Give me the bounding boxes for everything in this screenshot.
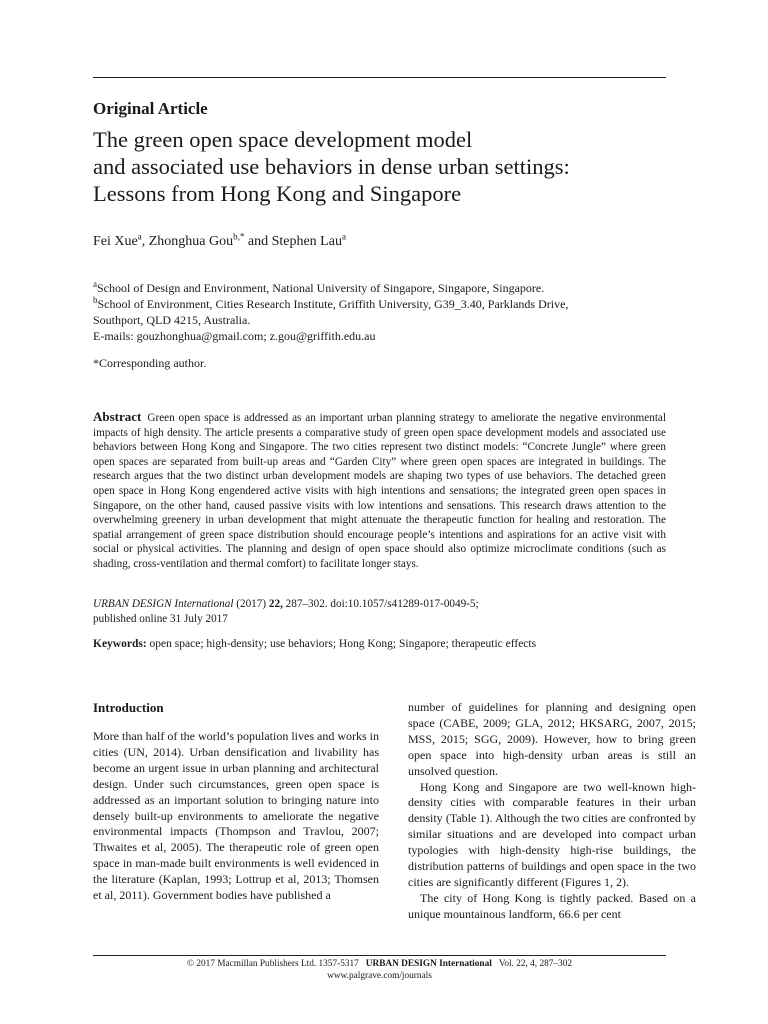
title-line: The green open space development model [93,127,473,152]
author-name: Fei Xue [93,234,138,249]
footer-rule [93,955,666,956]
journal-name: URBAN DESIGN International [93,598,234,610]
title-line: Lessons from Hong Kong and Singapore [93,181,462,206]
footer-volume: Vol. 22, 4, 287–302 [498,959,572,969]
email-line: E-mails: gouzhonghua@gmail.com; z.gou@griffith.edu.au [93,329,376,343]
citation-volume: 22, [268,598,283,610]
footer-line [93,958,666,970]
affiliation-b [93,296,673,312]
section-heading-introduction: Introduction [93,700,164,715]
title-line: and associated use behaviors in dense urban settings: [93,154,570,179]
author-list [93,231,346,250]
author-affil-mark: b,* [233,231,245,242]
abstract [93,410,666,572]
paragraph: Hong Kong and Singapore are two well-known high-density cities with comparable features in their urban density (Table 1). Although the two cities are confronted by similar situations and are developed into compact urban typologies with high-density high-rise buildings, the distribution patterns of buildings and open space in the two cities are significantly different (Figures 1, 2). [408,779,696,889]
keywords-label: Keywords: [93,638,147,650]
citation-line [93,597,666,612]
keywords [93,638,536,650]
published-date: published online 31 July 2017 [93,612,228,625]
page-footer [93,958,666,982]
affiliation-b-cont: Southport, QLD 4215, Australia. [93,313,251,327]
paragraph: The city of Hong Kong is tightly packed. Based on a unique mountainous landform, 66.6 per cent [408,890,696,921]
author-separator: , [141,234,149,249]
affil-text: School of Environment, Cities Research Institute, Griffith University, G39_3.40, Parklands Drive, [97,297,569,311]
footer-journal: URBAN DESIGN International [365,959,492,969]
footer-copyright: © 2017 Macmillan Publishers Ltd. 1357-5317 [186,959,359,969]
top-rule [93,77,666,78]
paragraph: More than half of the world’s population lives and works in cities (UN, 2014). Urban densification and livability has become an urgent issue in urban planning and architectural design. Under such circumstances, green open space is addressed as an important solution to bringing nature into densely built-up environments to ameliorate the negative environmental impacts (Thompson and Travlou, 2007; Thwaites et al, 2005). The therapeutic role of green open space in man-made built environments is well evidenced in the literature (Kaplan, 1993; Lottrup et al, 2013; Thomsen et al, 2011). Government bodies have published a [93,729,379,903]
footer-url: www.palgrave.com/journals [327,971,432,981]
affil-mark: a [93,279,97,289]
affil-mark: b [93,295,98,305]
keywords-text: open space; high-density; use behaviors; Hong Kong; Singapore; therapeutic effects [146,638,537,650]
author-separator: and [244,234,272,249]
affil-text: School of Design and Environment, National University of Singapore, Singapore, Singapore. [97,281,545,295]
citation-doi: 287–302. doi:10.1057/s41289-017-0049-5; [282,598,479,610]
abstract-text: Green open space is addressed as an important urban planning strategy to ameliorate the negative environmental impacts of high density. The article presents a comparative study of green open space development models and associated use behaviors between Hong Kong and Singapore. The two cities represent two distinct models: “Concrete Jungle” where green open spaces are separated from built-up areas and “Garden City” where green open spaces are integrated in buildings. The research argues that the two distinct urban development models are shaping two types of use behaviors. The detached green open space in Hong Kong engendered active visits with high intentions and sensations; the integrated green open spaces in Singapore, on the other hand, caused passive visits with low intentions and sensations. This research draws attention to the overwhelming greenery in urban development that might attenuate the therapeutic function for healing and restoration. The spatial arrangement of green space distribution should encourage people’s intentions and aspirations for an active visit with social or physical activities. The planning and design of open space should also optimize microclimate conditions (such as shading, cross-ventilation and thermal comfort) to facilitate longer stays. [93,412,666,570]
corresponding-author-note: *Corresponding author. [93,356,207,370]
article-title [93,126,693,207]
affiliations [93,280,673,344]
author-name: Stephen Lau [271,234,342,249]
author-name: Zhonghua Gou [148,234,234,249]
left-column [93,700,379,904]
affiliation-a [93,280,673,296]
citation-block [93,597,666,626]
author-affil-mark: a [341,231,346,242]
paragraph: number of guidelines for planning and designing open space (CABE, 2009; GLA, 2012; HKSARG, 2007, 2015; MSS, 2015; SGG, 2009). However, how to bring green open space into high-density urban areas is still an unsolved question. [408,700,696,778]
article-type-label: Original Article [93,99,208,118]
author-affil-mark: a [137,231,142,242]
citation-year: (2017) [233,598,269,610]
right-column [408,700,696,923]
abstract-heading: Abstract [93,409,142,424]
